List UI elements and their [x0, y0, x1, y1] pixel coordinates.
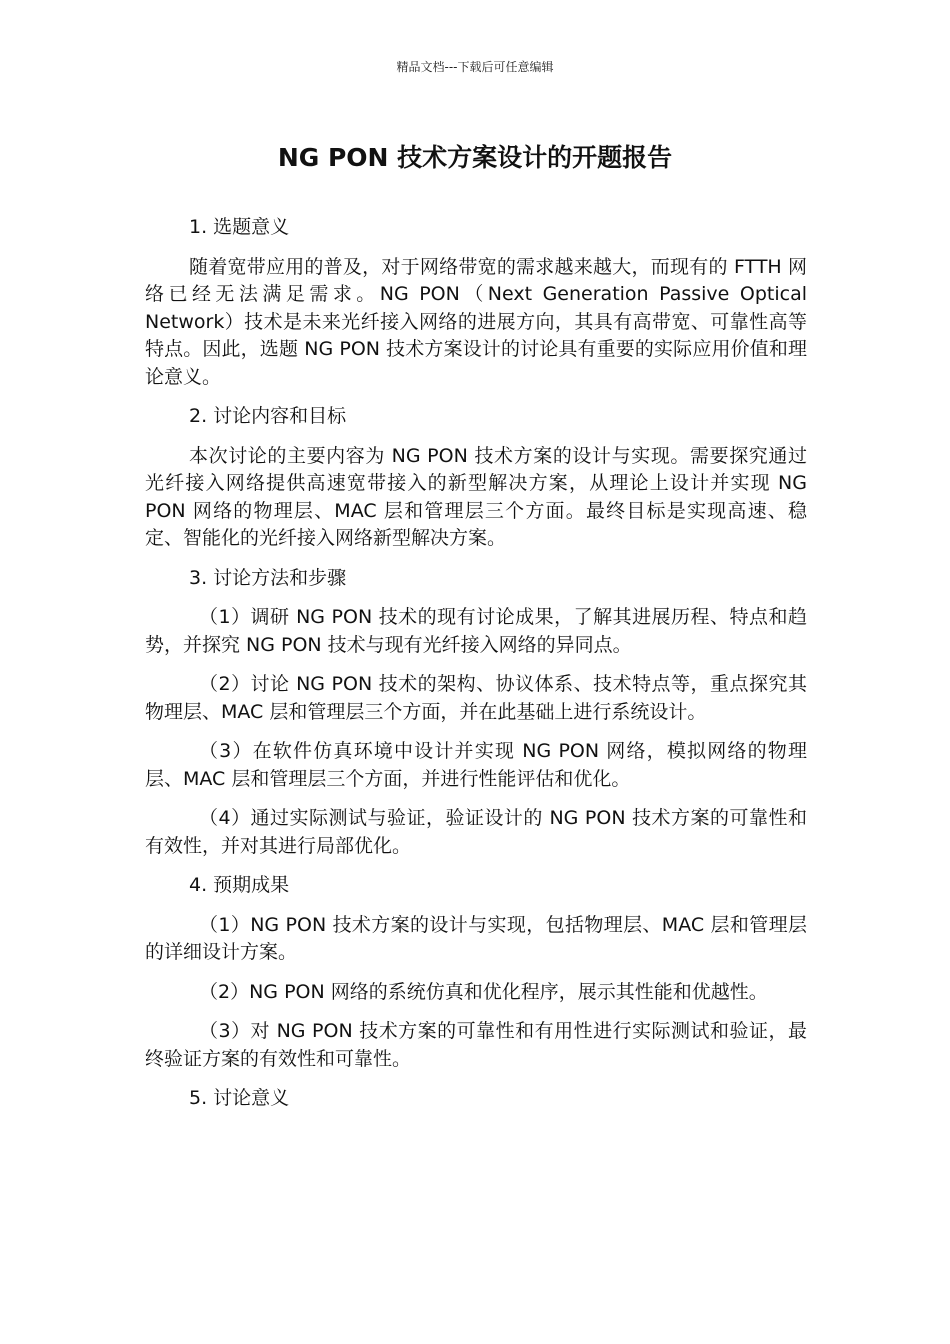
section-heading-3: 3. 讨论方法和步骤 [189, 566, 347, 589]
page-title: NG PON 技术方案设计的开题报告 [277, 143, 673, 172]
section-heading-1: 1. 选题意义 [189, 216, 290, 238]
section-heading-2: 2. 讨论内容和目标 [189, 405, 347, 427]
section-4-item-1: （1）NG PON 技术方案的设计与实现，包括物理层、MAC 层和管理层的详细设计方案。 [145, 913, 807, 963]
section-3-item-2: （2）讨论 NG PON 技术的架构、协议体系、技术特点等，重点探究其物理层、MAC 层和管理层三个方面，并在此基础上进行系统设计。 [145, 673, 807, 723]
section-3-item-4: （4）通过实际测试与验证，验证设计的 NG PON 技术方案的可靠性和有效性，并对其进行局部优化。 [145, 807, 807, 857]
section-1-paragraph: 随着宽带应用的普及，对于网络带宽的需求越来越大，而现有的 FTTH 网络已经无法满足需求。NG PON（Next Generation Passive Optical Network）技术是未来光纤接入网络的进展方向，其具有高带宽、可靠性高等特点。因此，选题 NG PON 技术方案设计的讨论具有重要的实际应用价值和理论意义。 [145, 255, 807, 388]
header-note: 精品文档---下载后可任意编辑 [396, 60, 554, 74]
section-4-item-2: （2）NG PON 网络的系统仿真和优化程序，展示其性能和优越性。 [199, 980, 768, 1003]
section-2-paragraph: 本次讨论的主要内容为 NG PON 技术方案的设计与实现。需要探究通过光纤接入网络提供高速宽带接入的新型解决方案，从理论上设计并实现 NG PON 网络的物理层、MAC 层和管理层三个方面。最终目标是实现高速、稳定、智能化的光纤接入网络新型解决方案。 [145, 444, 807, 549]
document-body [145, 214, 807, 1125]
section-heading-4: 4. 预期成果 [189, 874, 290, 896]
section-4-item-3: （3）对 NG PON 技术方案的可靠性和有用性进行实际测试和验证，最终验证方案的有效性和可靠性。 [145, 1020, 807, 1070]
section-3-item-1: （1）调研 NG PON 技术的现有讨论成果，了解其进展历程、特点和趋势，并探究 NG PON 技术与现有光纤接入网络的异同点。 [145, 606, 807, 656]
section-heading-5: 5. 讨论意义 [189, 1087, 290, 1109]
section-3-item-3: （3）在软件仿真环境中设计并实现 NG PON 网络，模拟网络的物理层、MAC 层和管理层三个方面，并进行性能评估和优化。 [145, 740, 807, 790]
